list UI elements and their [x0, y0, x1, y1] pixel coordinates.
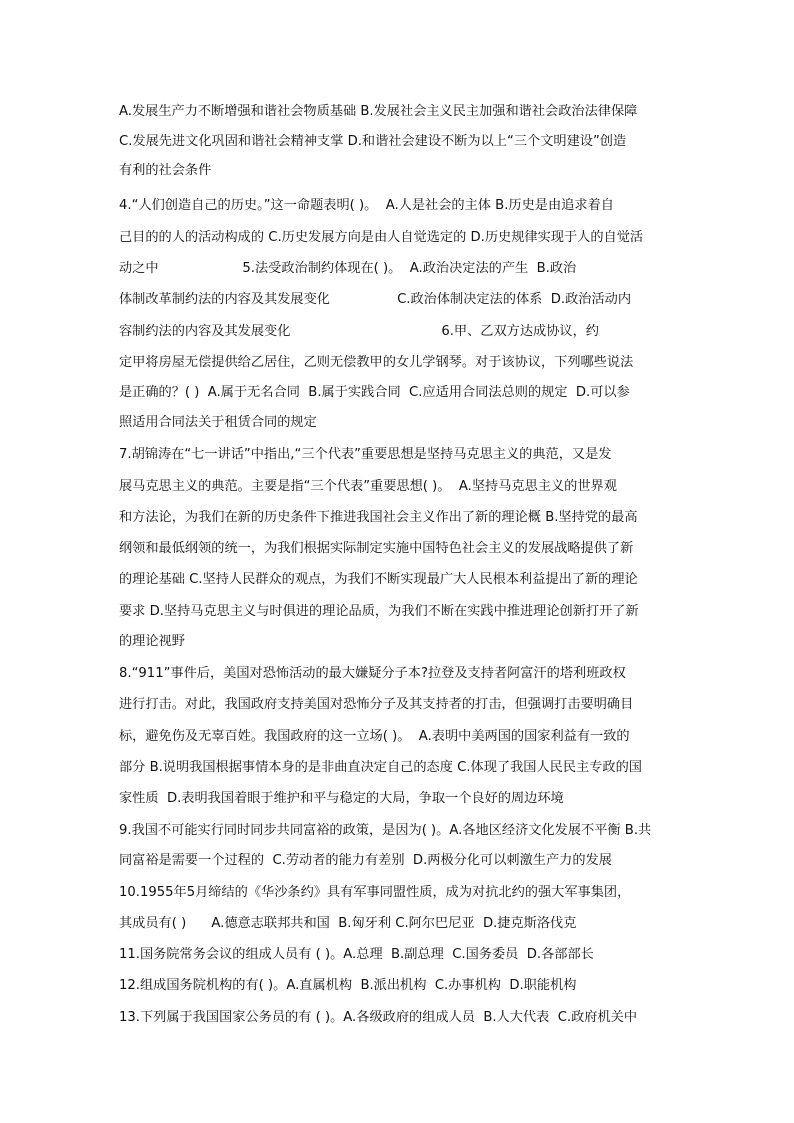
text-line: 纲领和最低纲领的统一，为我们根据实际制定实施中国特色社会主义的发展战略提供了新 [119, 541, 634, 556]
text-line: 8.“911”事件后，美国对恐怖活动的最大嫌疑分子本?拉登及支持者阿富汗的塔利班政权 [119, 666, 626, 681]
text-line: 7.胡锦涛在“七一讲话”中指出,“三个代表”重要思想是坚持马克思主义的典范，又是发 [119, 447, 612, 462]
text-line: C.发展先进文化巩固和谐社会精神支掌 D.和谐社会建设不断为以上“三个文明建设”创造 [119, 134, 627, 149]
text-line: 己目的的人的活动构成的 C.历史发展方向是由人自觉选定的 D.历史规律实现于人的自觉活 [119, 230, 644, 245]
text-line: 部分 B.说明我国根据事情本身的是非曲直决定自己的态度 C.体现了我国人民民主专政的国 [119, 760, 642, 775]
text-line: 4.“人们创造自己的历史。”这一命题表明( )。 A.人是社会的主体 B.历史是由追求着自 [119, 198, 614, 213]
text-line: 13.下列属于我国国家公务员的有 ( )。A.各级政府的组成人员 B.人大代表 C.政府机关中 [119, 1010, 638, 1025]
text-line: 9.我国不可能实行同时同步共同富裕的政策，是因为( )。A.各地区经济文化发展不平衡 B.共 [119, 823, 652, 838]
text-line: 的理论基础 C.坚持人民群众的观点，为我们不断实现最广大人民根本利益提出了新的理论 [119, 572, 638, 587]
text-line: 10.1955年5月缔结的《华沙条约》具有军事同盟性质，成为对抗北约的强大军事集团， [119, 885, 631, 900]
text-line: 12.组成国务院机构的有( )。A.直属机构 B.派出机构 C.办事机构 D.职能机构 [119, 978, 577, 993]
text-line: 照适用合同法关于租赁合同的规定 [119, 415, 317, 430]
text-line: 同富裕是需要一个过程的 C.劳动者的能力有差别 D.两极分化可以刺激生产力的发展 [119, 853, 612, 868]
text-line: 其成员有( ) A.德意志联邦共和国 B.匈牙利 C.阿尔巴尼亚 D.捷克斯洛伐克 [119, 916, 577, 931]
text-line: 标，避免伤及无辜百姓。我国政府的这一立场( )。 A.表明中美两国的国家利益有一致的 [119, 729, 630, 744]
text-line: 和方法论，为我们在新的历史条件下推进我国社会主义作出了新的理论概 B.坚持党的最高 [119, 510, 638, 525]
text-line: 定甲将房屋无偿提供给乙居住，乙则无偿教甲的女儿学钢琴。对于该协议，下列哪些说法 [119, 355, 634, 370]
text-line: 动之中 5.法受政治制约体现在( )。 A.政治决定法的产生 B.政治 [119, 261, 577, 276]
text-line: 展马克思主义的典范。主要是指“三个代表”重要思想( )。 A.坚持马克思主义的世界观 [119, 479, 617, 494]
text-line: 11.国务院常务会议的组成人员有 ( )。A.总理 B.副总理 C.国务委员 D.各部部长 [119, 947, 594, 962]
text-line: 有利的社会条件 [119, 163, 212, 178]
text-line: 容制约法的内容及其发展变化 6.甲、乙双方达成协议，约 [119, 324, 599, 339]
text-line: 进行打击。对此，我国政府支持美国对恐怖分子及其支持者的打击，但强调打击要明确目 [119, 697, 634, 712]
text-line: 是正确的？( ) A.属于无名合同 B.属于实践合同 C.应适用合同法总则的规定 D.可以参 [119, 385, 630, 400]
text-line: 家性质 D.表明我国着眼于维护和平与稳定的大局，争取一个良好的周边环境 [119, 791, 564, 806]
text-line: A.发展生产力不断增强和谐社会物质基础 B.发展社会主义民主加强和谐社会政治法律保障 [119, 104, 638, 119]
text-line: 要求 D.坚持马克思主义与时俱进的理论品质，为我们不断在实践中推进理论创新打开了新 [119, 604, 639, 619]
text-line: 的理论视野 [119, 634, 185, 649]
text-line: 体制改革制约法的内容及其发展变化 C.政治体制决定法的体系 D.政治活动内 [119, 292, 632, 307]
